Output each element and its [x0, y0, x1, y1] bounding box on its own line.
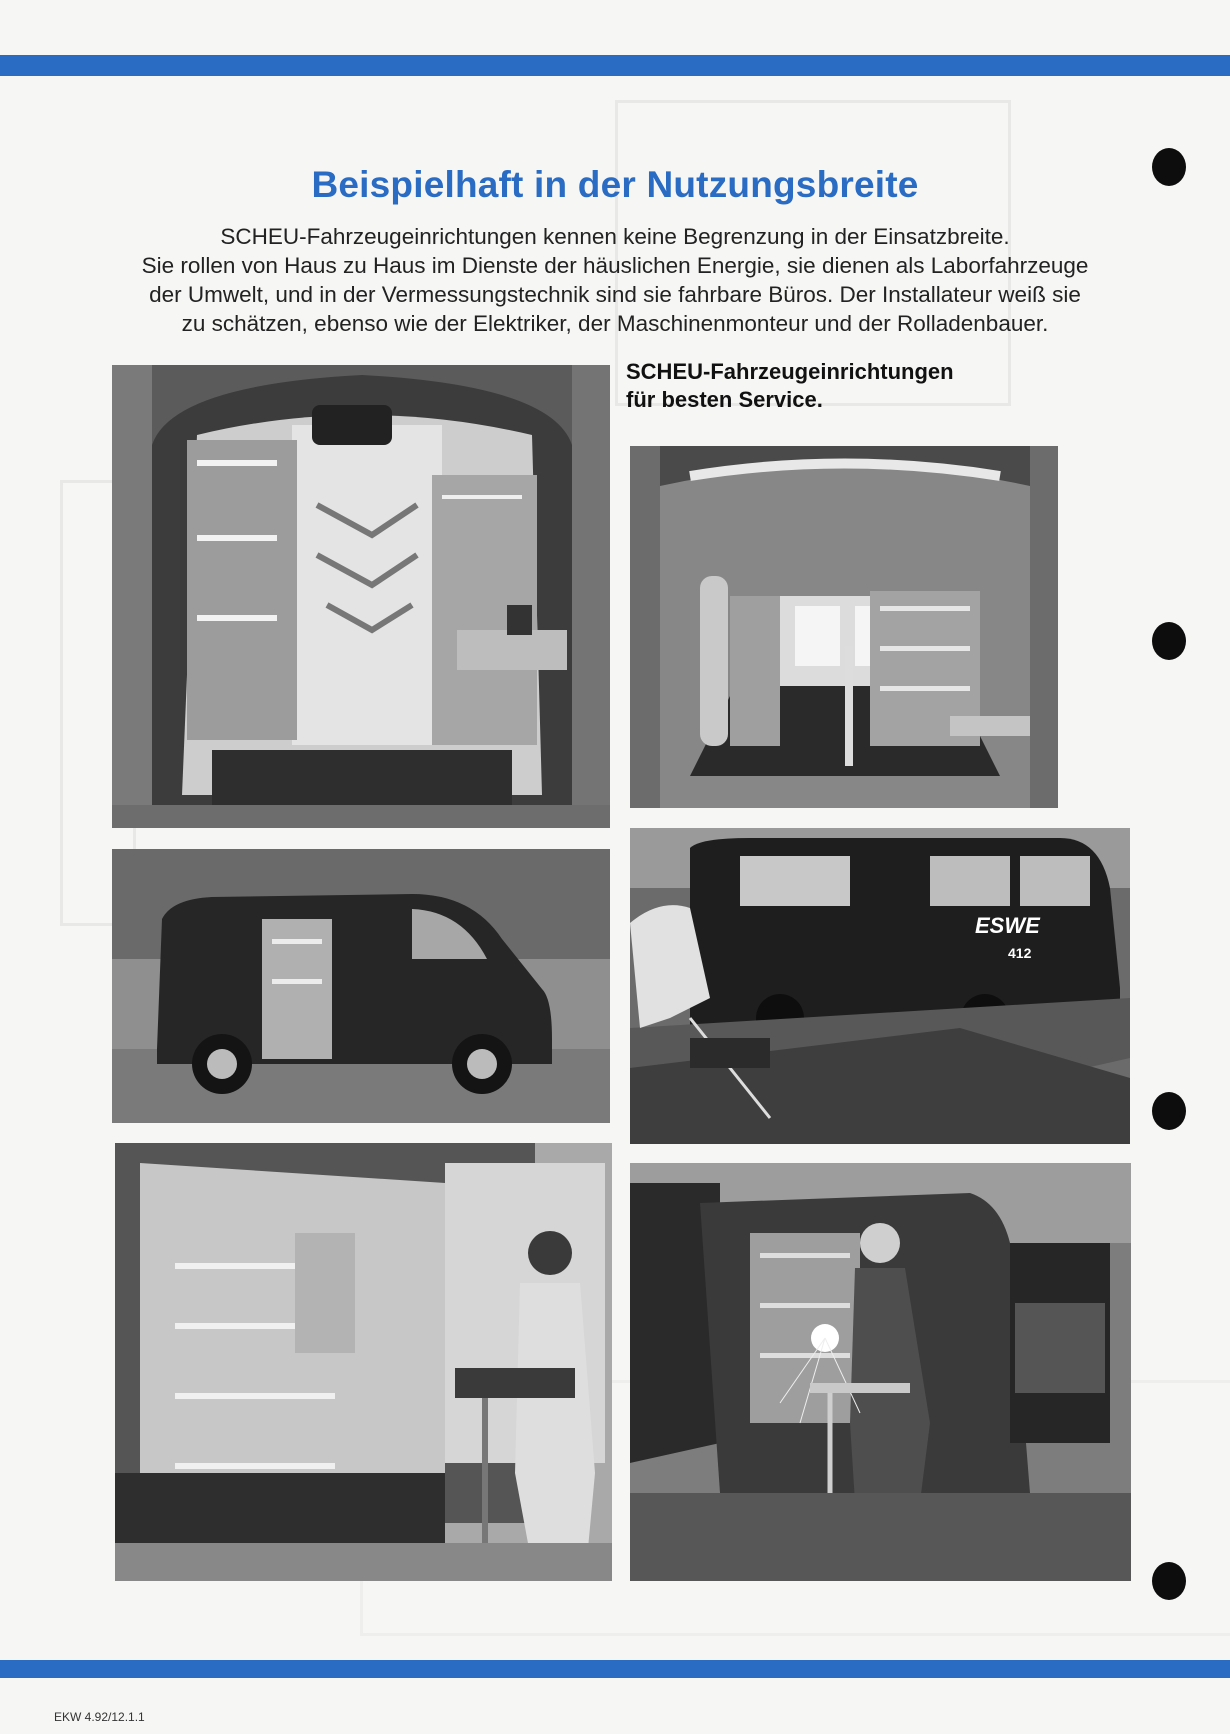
- subhead-line: SCHEU-Fahrzeugeinrichtungen: [626, 359, 954, 384]
- photo-welder-at-van: [630, 1163, 1131, 1581]
- top-blue-band: [0, 55, 1230, 76]
- van-lettering-number: 412: [1008, 945, 1032, 961]
- bottom-blue-band: [0, 1660, 1230, 1678]
- binder-hole: [1152, 622, 1186, 660]
- page-headline: Beispielhaft in der Nutzungsbreite: [311, 164, 919, 205]
- subhead-line: für besten Service.: [626, 387, 823, 412]
- footer-document-code: EKW 4.92/12.1.1: [54, 1710, 145, 1724]
- van-lettering-name: ESWE: [975, 913, 1040, 938]
- intro-line: zu schätzen, ebenso wie der Elektriker, der Maschinenmonteur und der Rolladenbauer.: [181, 311, 1049, 336]
- photo-van-interior-workshop: [630, 446, 1058, 808]
- intro-line: der Umwelt, und in der Vermessungstechnik sind sie fahrbare Büros. Der Installateur weiß sie: [149, 282, 1081, 307]
- intro-paragraph: [60, 222, 1170, 338]
- photo-van-side-view: [112, 849, 610, 1123]
- intro-line: SCHEU-Fahrzeugeinrichtungen kennen keine Begrenzung in der Einsatzbreite.: [220, 224, 1010, 249]
- photo-van-rear-shelving: [112, 365, 610, 828]
- photo-worker-open-van: [115, 1143, 612, 1581]
- photo-lab-van-water-sample: [630, 828, 1130, 1144]
- intro-line: Sie rollen von Haus zu Haus im Dienste der häuslichen Energie, sie dienen als Laborfahrzeuge: [141, 253, 1089, 278]
- service-subheading: [626, 358, 1046, 414]
- binder-hole: [1152, 1092, 1186, 1130]
